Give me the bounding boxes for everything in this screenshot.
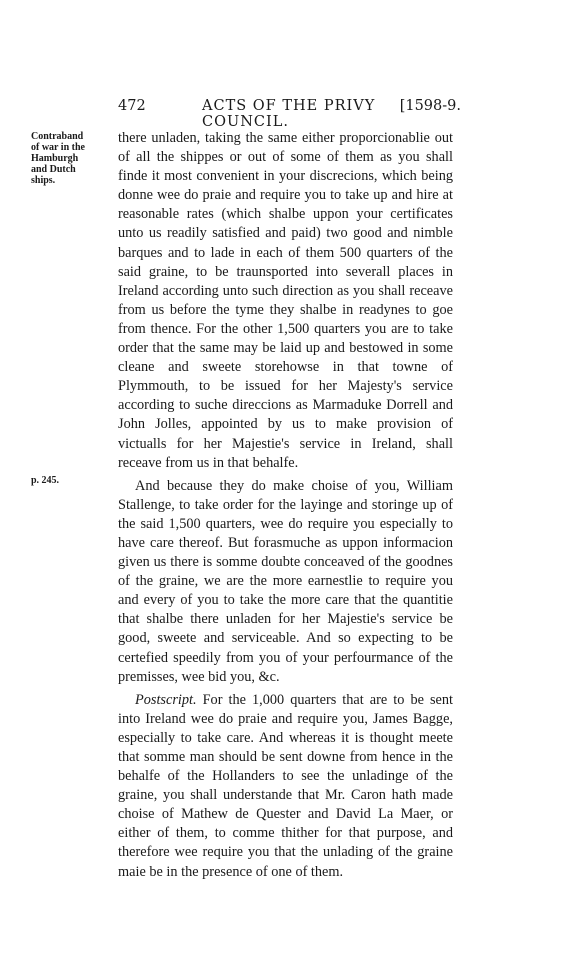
body-text	[118, 129, 453, 882]
paragraph-2: And because they do make choise of you, William Stallenge, to take order for the layinge and storinge up of the said 1,500 quarters, wee do require you especially to have care thereof. But forasmuche as uppon informacion given us there is somme doubte conceaved of the goodnes of the graine, we are the more earnestlie to require you and every of you to take the more care that the quantitie that shalbe there unladen for her Majestie's service be good, sweete and serviceable. And so expecting to be certefied speedily from you of your perfourmance of the premisses, wee bid you, &c.	[118, 477, 453, 685]
paragraph-3	[118, 691, 453, 882]
margin-note-page-ref: p. 245.	[31, 475, 60, 486]
postscript-label: Postscript.	[135, 691, 197, 708]
page-number: 472	[118, 98, 146, 114]
running-header	[118, 98, 461, 130]
year-range: [1598-9.	[399, 98, 461, 114]
running-title: ACTS OF THE PRIVY COUNCIL.	[202, 98, 376, 130]
postscript-text: For the 1,000 quarters that are to be sent into Ireland wee do praie and require you, James Bagge, especially to take care. And whereas it is thought meete that somme man should be sent downe from hence in the behalfe of the Hollanders to see the unladinge of the graine, you shall understande that Mr. Caron hath made choise of Mathew de Quester and David La Maer, or either of them, to comme thither for that purpose, and therefore wee require you that the unlading of the graine maie be in the presence of one of them.	[118, 691, 454, 880]
margin-note-contraband: Contraband of war in the Hamburgh and Dutch ships.	[31, 131, 85, 186]
paragraph-1: there unladen, taking the same either proporcionablie out of all the shippes or out of some of them as you shall finde it most convenient in your discrecions, which being donne wee do praie and require you to take up and hire at reasonable rates (which shalbe uppon your certificates unto us readily satisfied and paid) two good and nimble barques and to lade in each of them 500 quarters of the said graine, to be traunsported into severall places in Ireland according unto such direction as you shall receave from us before the tyme they shalbe in readynes to goe from thence. For the other 1,500 quarters you are to take order that the same may be laid up and bestowed in some cleane and sweete storehowse in that towne of Plymmouth, to be issued for her Majesty's service according to suche direccions as Marmaduke Dorrell and John Jolles, appointed by us to make provision of victualls for her Majestie's service in Ireland, shall receave from us in that behalfe.	[118, 130, 453, 471]
